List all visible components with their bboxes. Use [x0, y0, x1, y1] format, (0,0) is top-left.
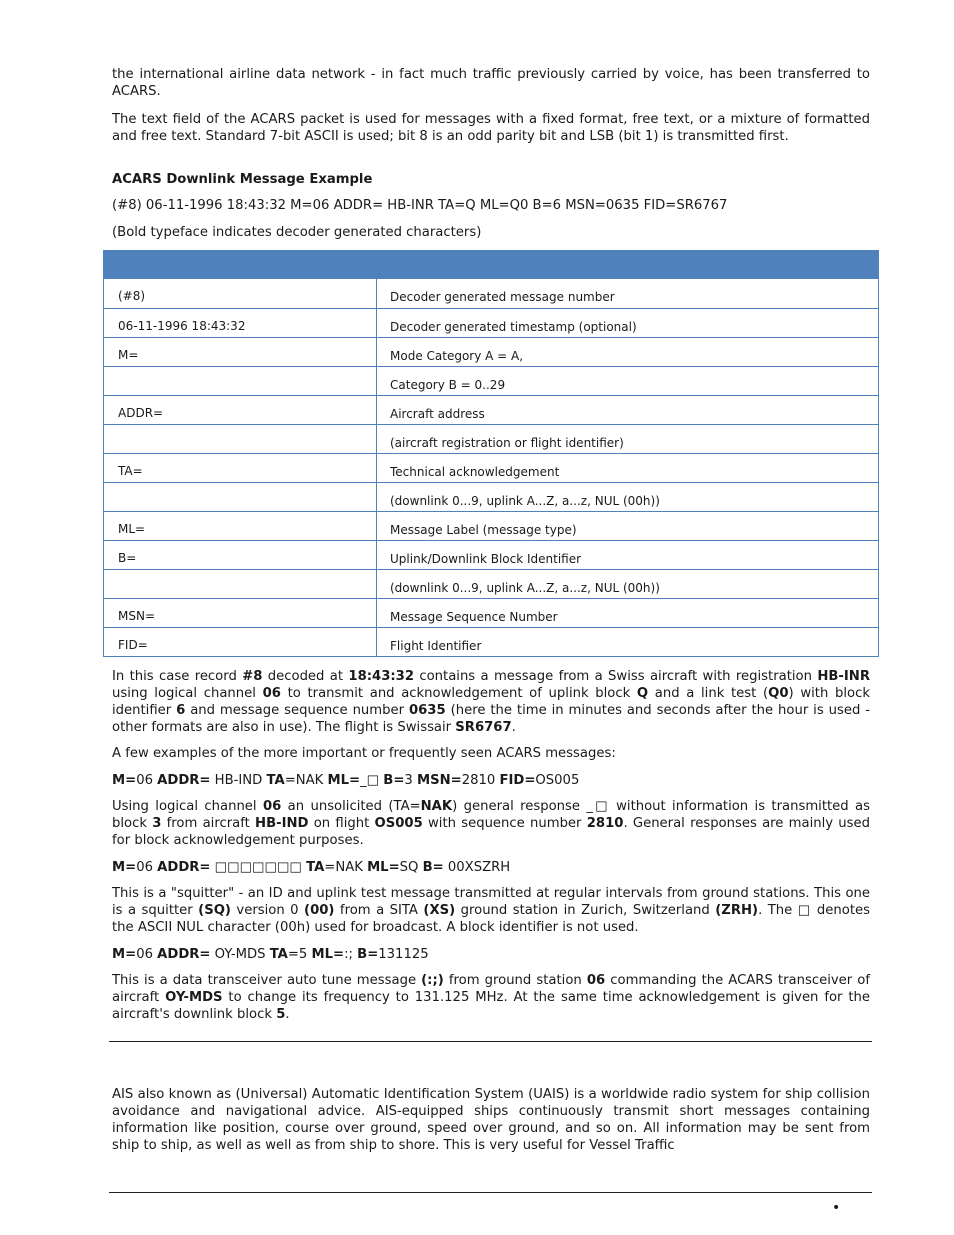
table-row	[104, 627, 878, 656]
example-3-line: M=06 ADDR= OY-MDS TA=5 ML=:; B=131125	[112, 947, 429, 962]
field-cell	[104, 367, 377, 395]
description-cell: Message Label (message type)	[390, 523, 577, 537]
field-cell: TA=	[104, 454, 377, 482]
description-cell: Flight Identifier	[390, 639, 482, 653]
examples-intro: A few examples of the more important or frequently seen ACARS messages:	[112, 746, 616, 761]
example-line: (#8) 06-11-1996 18:43:32 M=06 ADDR= HB-INR TA=Q ML=Q0 B=6 MSN=0635 FID=SR6767	[112, 198, 728, 213]
table-row	[104, 279, 878, 308]
footer-divider	[109, 1192, 872, 1193]
text-field-paragraph: The text field of the ACARS packet is used for messages with a fixed format, free text, or a mixture of formatted and free text. Standard 7-bit ASCII is used; bit 8 is an odd parity bit and LSB (bit 1) is transmitted first.	[112, 112, 870, 144]
example-heading: ACARS Downlink Message Example	[112, 172, 373, 187]
intro-paragraph: the international airline data network - in fact much traffic previously carried by voice, has been transferred to ACARS.	[112, 67, 870, 99]
field-cell: M=	[104, 338, 377, 366]
description-cell: (downlink 0...9, uplink A...Z, a...z, NUL (00h))	[390, 581, 660, 595]
table-row	[104, 540, 878, 569]
table-row	[104, 337, 878, 366]
field-cell: 06-11-1996 18:43:32	[104, 309, 377, 337]
field-cell	[104, 425, 377, 453]
acars-fields-table	[103, 250, 879, 657]
table-row	[104, 366, 878, 395]
table-row	[104, 569, 878, 598]
description-cell: Decoder generated message number	[390, 290, 615, 304]
description-cell: Uplink/Downlink Block Identifier	[390, 552, 582, 566]
footer-bullet: •	[832, 1200, 841, 1216]
table-row	[104, 424, 878, 453]
table-row	[104, 482, 878, 511]
field-cell: MSN=	[104, 599, 377, 627]
field-cell: (#8)	[104, 279, 377, 308]
field-cell: FID=	[104, 628, 377, 656]
description-cell: Technical acknowledgement	[390, 465, 560, 479]
description-cell: (aircraft registration or flight identifier)	[390, 436, 624, 450]
example-1-paragraph: Using logical channel 06 an unsolicited (TA=NAK) general response _□ without information is transmitted as block 3 from aircraft HB-IND on flight OS005 with sequence number 2810. General responses are mainly used for block acknowledgement purposes.	[112, 799, 871, 848]
table-body	[104, 279, 878, 656]
description-cell: Decoder generated timestamp (optional)	[390, 320, 637, 334]
example-3-paragraph: This is a data transceiver auto tune message (:;) from ground station 06 commanding the ACARS transceiver of aircraft OY-MDS to change its frequency to 131.125 MHz. At the same time acknowledgement is given for the aircraft's downlink block 5.	[112, 973, 870, 1022]
description-cell: Mode Category A = A,	[390, 349, 524, 363]
case-paragraph: In this case record #8 decoded at 18:43:32 contains a message from a Swiss aircraft with registration HB-INR using logical channel 06 to transmit and acknowledgement of uplink block Q and a link test (Q0) with block identifier 6 and message sequence number 0635 (here the time in minutes and seconds after the hour is used - other formats are also in use). The flight is Swissair SR6767.	[112, 669, 870, 735]
table-row	[104, 598, 878, 627]
field-cell: ML=	[104, 512, 377, 540]
table-header	[104, 251, 878, 279]
field-cell	[104, 483, 377, 511]
description-cell: (downlink 0...9, uplink A...Z, a...z, NUL (00h))	[390, 494, 660, 508]
field-cell	[104, 570, 377, 598]
table-row	[104, 308, 878, 337]
table-row	[104, 511, 878, 540]
example-2-line: M=06 ADDR= □□□□□□□ TA=NAK ML=SQ B= 00XSZRH	[112, 860, 511, 875]
description-cell: Category B = 0..29	[390, 378, 506, 392]
table-row	[104, 453, 878, 482]
example-1-line: M=06 ADDR= HB-IND TA=NAK ML=_□ B=3 MSN=2810 FID=OS005	[112, 773, 580, 788]
ais-paragraph: AIS also known as (Universal) Automatic Identification System (UAIS) is a worldwide radio system for ship collision avoidance and navigational advice. AIS-equipped ships continuously transmit short messages containing information like position, course over ground, speed over ground, and so on. All information may be sent from ship to ship, as well as well as from ship to shore. This is very useful for Vessel Traffic	[112, 1087, 870, 1153]
bold-note: (Bold typeface indicates decoder generated characters)	[112, 225, 482, 240]
description-cell: Message Sequence Number	[390, 610, 558, 624]
example-2-paragraph: This is a "squitter" - an ID and uplink test message transmitted at regular intervals from ground stations. This one is a squitter (SQ) version 0 (00) from a SITA (XS) ground station in Zurich, Switzerland (ZRH). The □ denotes the ASCII NUL character (00h) used for broadcast. A block identifier is not used.	[112, 886, 870, 935]
description-cell: Aircraft address	[390, 407, 485, 421]
table-row	[104, 395, 878, 424]
section-divider	[109, 1041, 872, 1042]
field-cell: B=	[104, 541, 377, 569]
field-cell: ADDR=	[104, 396, 377, 424]
